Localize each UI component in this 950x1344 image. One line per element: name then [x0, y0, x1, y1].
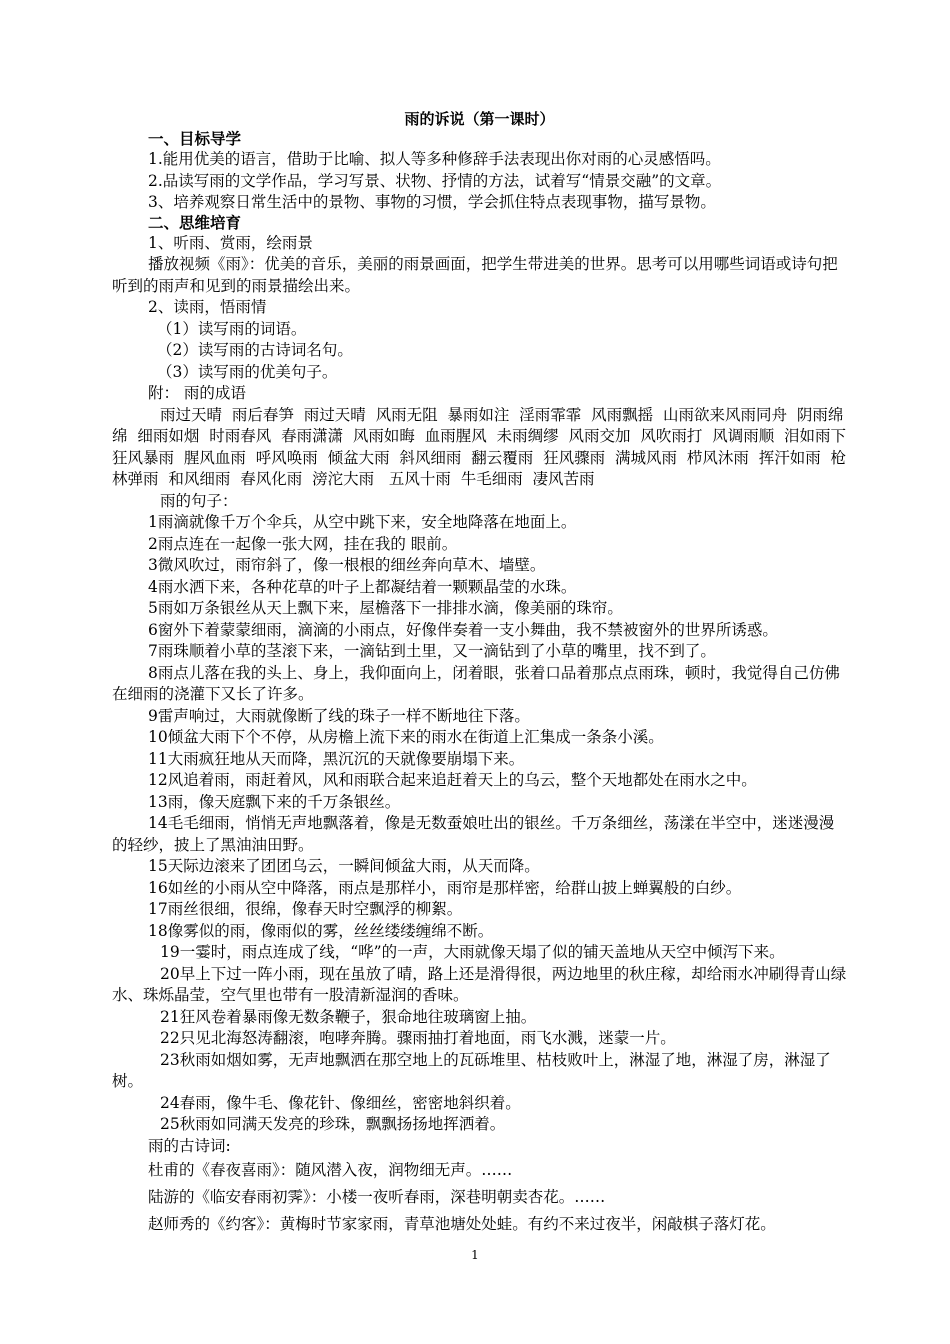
- poems-heading: 雨的古诗词:: [148, 1136, 231, 1155]
- sentence-item: 9雷声响过，大雨就像断了线的珠子一样不断地往下落。: [148, 706, 530, 725]
- sentence-item: 23秋雨如烟如雾，无声地飘洒在那空地上的瓦砾堆里、枯枝败叶上，淋湿了地，淋湿了房，淋湿了树。: [112, 1050, 831, 1090]
- page-title: 雨的诉说（第一课时）: [404, 110, 555, 128]
- page-number: 1: [471, 1248, 479, 1262]
- task-item: （3）读写雨的优美句子。: [157, 362, 338, 381]
- sentence-item: 17雨丝很细，很绵，像春天时空飘浮的柳絮。: [148, 900, 463, 918]
- sentence-item: 14毛毛细雨，悄悄无声地飘落着，像是无数蚕娘吐出的银丝。千万条细丝，荡漾在半空中，迷迷漫漫的轻纱，披上了黑油油田野。: [112, 814, 835, 854]
- sentence-item: 8雨点儿落在我的头上、身上，我仰面向上，闭着眼，张着口品着那点点雨珠，顿时，我觉得自己仿佛在细雨的浇灌下又长了许多。: [112, 663, 840, 703]
- sentence-item: 16如丝的小雨从空中降落，雨点是那样小，雨帘是那样密，给群山披上蝉翼般的白纱。: [148, 878, 742, 897]
- task-item: （1）读写雨的词语。: [157, 319, 307, 338]
- goal-item: 3、培养观察日常生活中的景物、事物的习惯，学会抓住特点表现事物，描写景物。: [148, 193, 716, 211]
- sentence-item: 4雨水洒下来，各种花草的叶子上都凝结着一颗颗晶莹的水珠。: [148, 577, 577, 596]
- subsection-heading: 2、读雨，悟雨情: [148, 298, 267, 316]
- section-heading-goals: 一、目标导学: [148, 130, 242, 148]
- sentence-item: 3微风吹过，雨帘斜了，像一根根的细丝奔向草木、墙壁。: [148, 556, 546, 574]
- sentences-heading: 雨的句子：: [160, 491, 238, 510]
- sentence-item: 10倾盆大雨下个不停，从房檐上流下来的雨水在街道上汇集成一条条小溪。: [148, 728, 664, 746]
- sentence-item: 22只见北海怒涛翻滚，咆哮奔腾。骤雨抽打着地面，雨飞水溅，迷蒙一片。: [160, 1029, 676, 1047]
- sentence-item: 13雨，像天庭飘下来的千万条银丝。: [148, 792, 401, 811]
- poem-item: 陆游的《临安春雨初霁》：小楼一夜听春雨，深巷明朝卖杏花。……: [148, 1188, 606, 1206]
- sentence-item: 12风追着雨，雨赶着风，风和雨联合起来追赶着天上的乌云，整个天地都处在雨水之中。: [148, 771, 757, 789]
- sentence-item: 6窗外下着蒙蒙细雨，滴滴的小雨点，好像伴奏着一支小舞曲，我不禁被窗外的世界所诱惑。: [148, 620, 778, 639]
- poem-item: 杜甫的《春夜喜雨》：随风潜入夜，润物细无声。……: [148, 1161, 513, 1179]
- idiom-list: 雨过天晴 雨后春笋 雨过天晴 风雨无阻 暴雨如注 淫雨霏霏 风雨飘摇 山雨欲来风雨同舟 阴雨绵绵 细雨如烟 时雨春风 春雨潇潇 风雨如晦 血雨腥风 未雨绸缪 风雨交加 风吹雨打 风调雨顺 泪如雨下 狂风暴雨 腥风血雨 呼风唤雨 倾盆大雨 斜风细雨 翻云覆雨 狂风骤雨 满城风雨 栉风沐雨 挥汗如雨 枪林弹雨 和风细雨 春风化雨 滂沱大雨 五风十雨 牛毛细雨 凄风苦雨: [112, 405, 856, 488]
- sentence-item: 7雨珠顺着小草的茎滚下来，一滴钻到土里，又一滴钻到了小草的嘴里，找不到了。: [148, 642, 716, 660]
- sentence-item: 25秋雨如同满天发亮的珍珠，飘飘扬扬地挥洒着。: [160, 1115, 506, 1133]
- sentence-item: 15天际边滚来了团团乌云，一瞬间倾盆大雨，从天而降。: [148, 857, 540, 875]
- sentence-item: 20早上下过一阵小雨，现在虽放了晴，路上还是滑得很，两边地里的秋庄稼，却给雨水冲刷得青山绿水、珠烁晶莹，空气里也带有一股清新湿润的香味。: [112, 964, 847, 1004]
- goal-item: 1.能用优美的语言，借助于比喻、拟人等多种修辞手法表现出你对雨的心灵感悟吗。: [148, 150, 721, 168]
- appendix-heading: 附： 雨的成语: [148, 384, 246, 402]
- subsection-heading: 1、听雨、赏雨，绘雨景: [148, 233, 313, 252]
- sentence-item: 19一霎时，雨点连成了线，“哗”的一声，大雨就像天塌了似的铺天盖地从天空中倾泻下来。: [160, 943, 785, 961]
- sentence-item: 2雨点连在一起像一张大网，挂在我的 眼前。: [148, 534, 458, 553]
- sentence-item: 1雨滴就像千万个伞兵，从空中跳下来，安全地降落在地面上。: [148, 513, 577, 531]
- goal-item: 2.品读写雨的文学作品，学习写景、状物、抒情的方法，试着写“情景交融”的文章。: [148, 171, 722, 190]
- sentence-item: 11大雨疯狂地从天而降，黑沉沉的天就像要崩塌下来。: [148, 749, 525, 768]
- sentence-item: 21狂风卷着暴雨像无数条鞭子，狠命地往玻璃窗上抽。: [160, 1007, 537, 1026]
- poem-item: 赵师秀的《约客》：黄梅时节家家雨，青草池塘处处蛙。有约不来过夜半，闲敲棋子落灯花。: [148, 1215, 776, 1233]
- section-heading-thinking: 二、思维培育: [148, 213, 242, 232]
- task-item: （2）读写雨的古诗词名句。: [157, 341, 353, 359]
- paragraph: 播放视频《雨》：优美的音乐，美丽的雨景画面，把学生带进美的世界。思考可以用哪些词语或诗句把听到的雨声和见到的雨景描绘出来。: [112, 255, 838, 295]
- sentence-item: 5雨如万条银丝从天上飘下来，屋檐落下一排排水滴，像美丽的珠帘。: [148, 599, 623, 617]
- document-body: [112, 108, 856, 1238]
- sentence-item: 18像雾似的雨，像雨似的雾，丝丝缕缕缠绵不断。: [148, 921, 494, 940]
- sentence-item: 24春雨，像牛毛、像花针、像细丝，密密地斜织着。: [160, 1093, 521, 1112]
